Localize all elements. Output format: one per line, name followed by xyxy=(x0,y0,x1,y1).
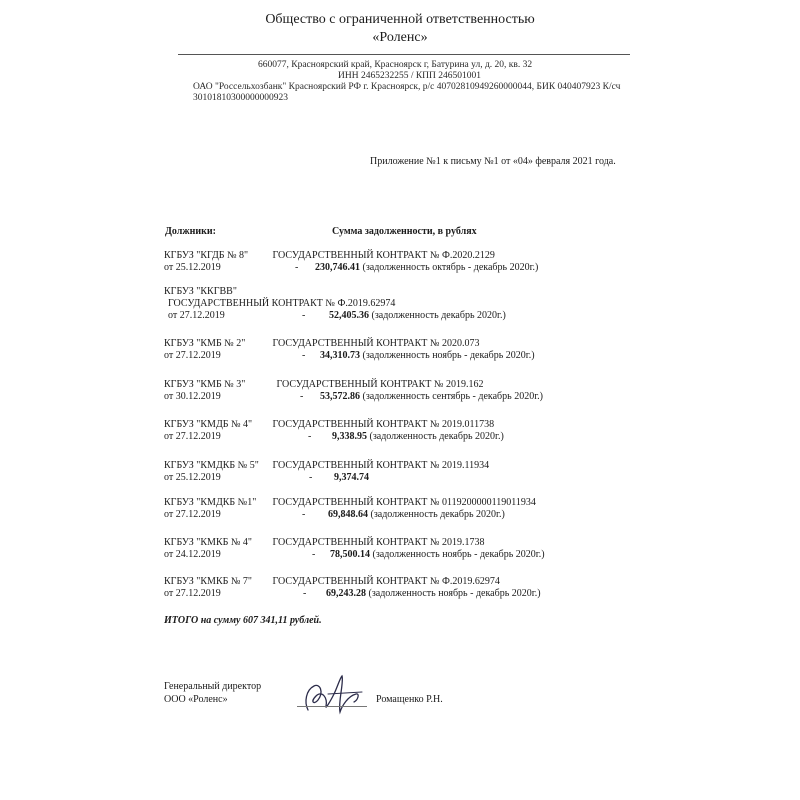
debtor-dash: - xyxy=(300,391,304,402)
debtor-amount: 34,310.73 xyxy=(320,350,360,361)
debtor-period: (задолженность ноябрь - декабрь 2020г.) xyxy=(362,350,535,361)
debtor-org: КГБУЗ "КМКБ № 4" xyxy=(164,537,252,548)
company-corr-account: 30101810300000000923 xyxy=(193,93,288,103)
letterhead-divider xyxy=(178,54,630,55)
debtor-contract: ГОСУДАРСТВЕННЫЙ КОНТРАКТ № Ф.2019.62974 xyxy=(168,298,396,309)
debtor-date: от 25.12.2019 xyxy=(164,472,221,483)
debtor-period: (задолженность декабрь 2020г.) xyxy=(370,509,505,520)
appendix-note: Приложение №1 к письму №1 от «04» февраля 2021 года. xyxy=(370,156,616,167)
debtor-date: от 27.12.2019 xyxy=(168,310,225,321)
debtor-date: от 27.12.2019 xyxy=(164,509,221,520)
debtor-date: от 24.12.2019 xyxy=(164,549,221,560)
debtor-amount: 69,243.28 xyxy=(326,588,366,599)
debtor-contract: ГОСУДАРСТВЕННЫЙ КОНТРАКТ № 2019.11934 xyxy=(272,460,490,471)
debtor-contract: ГОСУДАРСТВЕННЫЙ КОНТРАКТ № Ф.2019.62974 xyxy=(272,576,500,587)
debtor-dash: - xyxy=(312,549,316,560)
debtor-date: от 25.12.2019 xyxy=(164,262,221,273)
debtor-period: (задолженность декабрь 2020г.) xyxy=(369,431,504,442)
debtor-entry xyxy=(164,286,506,322)
debtor-dash: - xyxy=(295,262,299,273)
debtor-period: (задолженность октябрь - декабрь 2020г.) xyxy=(362,262,539,273)
debtor-amount: 78,500.14 xyxy=(330,549,370,560)
debtor-org: КГБУЗ "КГДБ № 8" xyxy=(164,250,249,261)
debtor-date: от 30.12.2019 xyxy=(164,391,221,402)
debtor-amount: 9,338.95 xyxy=(332,431,367,442)
debtor-org: КГБУЗ "КМДКБ № 5" xyxy=(164,460,259,471)
company-bank: ОАО "Россельхозбанк" Красноярский РФ г. Красноярск, р/с 40702810949260000044, БИК 040407923 К/сч xyxy=(193,82,621,92)
signature-line xyxy=(297,706,367,707)
signatory-name: Ромащенко Р.Н. xyxy=(376,694,443,705)
debtor-dash: - xyxy=(302,509,306,520)
company-inn: ИНН 2465232255 / КПП 246501001 xyxy=(338,71,482,81)
debtor-dash: - xyxy=(303,588,307,599)
debtor-dash: - xyxy=(302,350,306,361)
debtor-date: от 27.12.2019 xyxy=(164,431,221,442)
debtor-entry xyxy=(164,419,504,443)
debtor-entry xyxy=(164,497,536,521)
signatory-company: ООО «Роленс» xyxy=(164,694,228,705)
debtor-contract: ГОСУДАРСТВЕННЫЙ КОНТРАКТ № 2019.1738 xyxy=(272,537,485,548)
total-sum: ИТОГО на сумму 607 341,11 рублей. xyxy=(164,615,322,626)
debtor-amount: 230,746.41 xyxy=(315,262,360,273)
debtor-contract: ГОСУДАРСТВЕННЫЙ КОНТРАКТ № Ф.2020.2129 xyxy=(272,250,495,261)
debtor-period: (задолженность ноябрь - декабрь 2020г.) xyxy=(368,588,541,599)
signature-image xyxy=(298,672,378,718)
signatory-title: Генеральный директор xyxy=(164,681,262,692)
debtor-period: (задолженность ноябрь - декабрь 2020г.) xyxy=(372,549,545,560)
debtor-period: (задолженность декабрь 2020г.) xyxy=(371,310,506,321)
debtor-entry xyxy=(164,379,543,403)
debtor-org: КГБУЗ "КМБ № 2" xyxy=(164,338,246,349)
debtor-org: КГБУЗ "КМДКБ №1" xyxy=(164,497,257,508)
debtor-contract: ГОСУДАРСТВЕННЫЙ КОНТРАКТ № 2019.011738 xyxy=(272,419,495,430)
debtor-contract: ГОСУДАРСТВЕННЫЙ КОНТРАКТ № 0119200000119011934 xyxy=(272,497,536,508)
debtor-entry xyxy=(164,537,545,561)
debtor-date: от 27.12.2019 xyxy=(164,588,221,599)
company-short-name: «Роленс» xyxy=(372,30,428,45)
debtor-dash: - xyxy=(309,472,313,483)
debtor-dash: - xyxy=(308,431,312,442)
debtor-org: КГБУЗ "КМДБ № 4" xyxy=(164,419,253,430)
debtor-amount: 69,848.64 xyxy=(328,509,368,520)
debtor-entry xyxy=(164,460,489,484)
company-address: 660077, Красноярский край, Красноярск г, Батурина ул, д. 20, кв. 32 xyxy=(258,60,533,70)
debtor-amount: 53,572.86 xyxy=(320,391,360,402)
debtor-entry xyxy=(164,338,535,362)
company-name: Общество с ограниченной ответственностью xyxy=(265,12,535,27)
debtor-contract: ГОСУДАРСТВЕННЫЙ КОНТРАКТ № 2020.073 xyxy=(272,338,480,349)
debtor-amount: 52,405.36 xyxy=(329,310,369,321)
debtor-dash: - xyxy=(302,310,306,321)
debtor-date: от 27.12.2019 xyxy=(164,350,221,361)
debtor-org: КГБУЗ "КМКБ № 7" xyxy=(164,576,252,587)
debtor-org: КГБУЗ "КМБ № 3" xyxy=(164,379,246,390)
amount-header: Сумма задолженности, в рублях xyxy=(332,226,477,237)
debtor-amount: 9,374.74 xyxy=(334,472,369,483)
debtor-contract: ГОСУДАРСТВЕННЫЙ КОНТРАКТ № 2019.162 xyxy=(276,379,484,390)
debtors-header: Должники: xyxy=(165,226,216,237)
debtor-period: (задолженность сентябрь - декабрь 2020г.) xyxy=(362,391,543,402)
debtor-entry xyxy=(164,250,539,274)
debtor-entry xyxy=(164,576,541,600)
debtor-org: КГБУЗ "ККГВВ" xyxy=(164,286,237,297)
